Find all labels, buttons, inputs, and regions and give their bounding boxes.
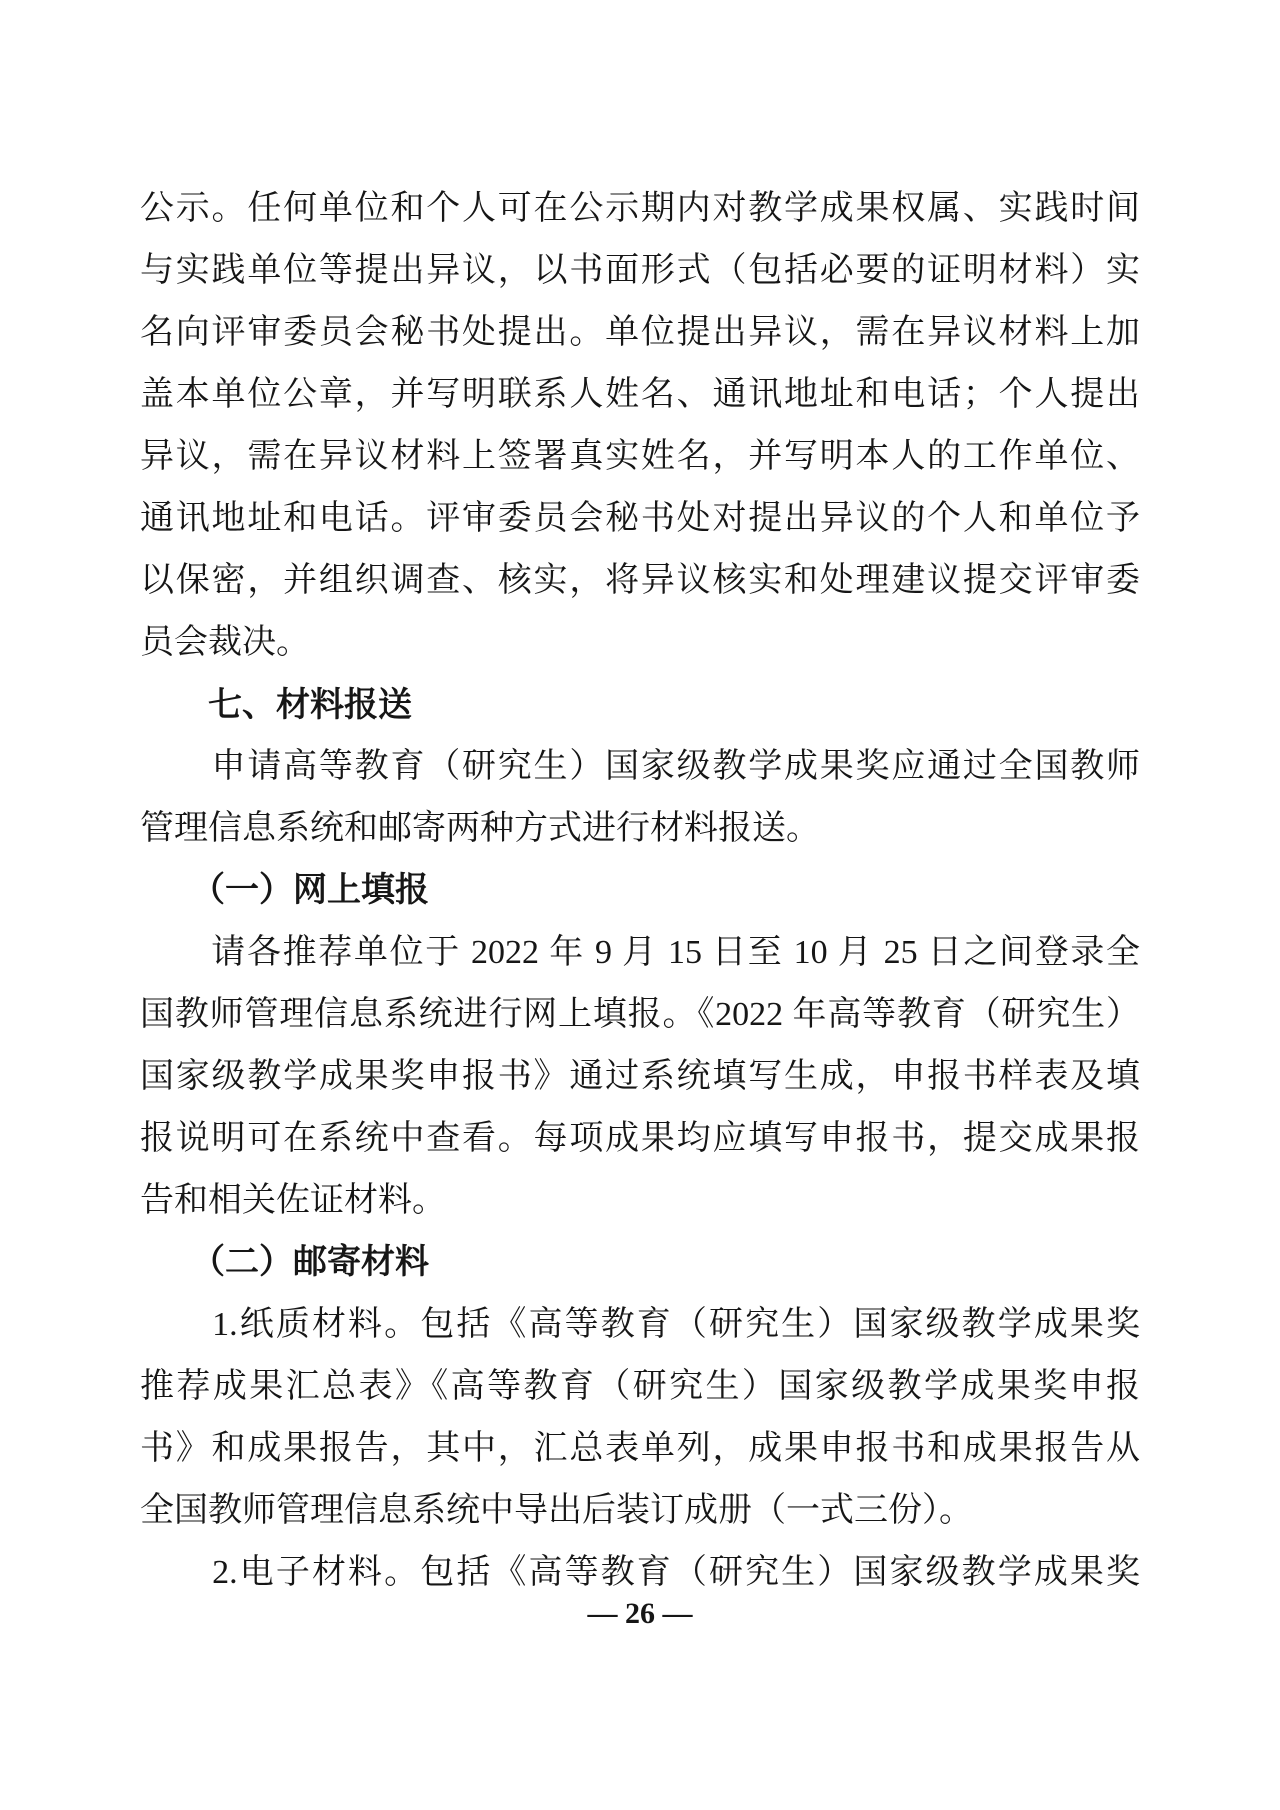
document-line-2: 与实践单位等提出异议，以书面形式（包括必要的证明材料）实	[140, 252, 1140, 289]
document-line-15: 国家级教学成果奖申报书》通过系统填写生成，申报书样表及填	[140, 1058, 1140, 1095]
document-line-3: 名向评审委员会秘书处提出。单位提出异议，需在异议材料上加	[140, 314, 1140, 351]
document-line-14: 国教师管理信息系统进行网上填报。《2022 年高等教育（研究生）	[140, 996, 1140, 1033]
document-line-13: 请各推荐单位于 2022 年 9 月 15 日至 10 月 25 日之间登录全	[140, 934, 1140, 971]
document-line-5: 异议，需在异议材料上签署真实姓名，并写明本人的工作单位、	[140, 438, 1140, 475]
page-number: — 26 —	[587, 1597, 693, 1630]
document-line-8: 员会裁决。	[140, 624, 310, 661]
document-line-23: 2.电子材料。包括《高等教育（研究生）国家级教学成果奖	[140, 1554, 1140, 1591]
document-line-22: 全国教师管理信息系统中导出后装订成册（一式三份）。	[140, 1492, 973, 1529]
document-line-17: 告和相关佐证材料。	[140, 1182, 446, 1219]
document-line-4: 盖本单位公章，并写明联系人姓名、通讯地址和电话；个人提出	[140, 376, 1140, 413]
document-body	[140, 178, 1140, 1604]
document-line-11: 管理信息系统和邮寄两种方式进行材料报送。	[140, 810, 820, 847]
document-line-1: 公示。任何单位和个人可在公示期内对教学成果权属、实践时间	[140, 190, 1140, 227]
document-line-21: 书》和成果报告，其中，汇总表单列，成果申报书和成果报告从	[140, 1430, 1140, 1467]
document-line-9: 七、材料报送	[140, 686, 412, 724]
document-line-7: 以保密，并组织调查、核实，将异议核实和处理建议提交评审委	[140, 562, 1140, 599]
document-line-20: 推荐成果汇总表》《高等教育（研究生）国家级教学成果奖申报	[140, 1368, 1140, 1405]
document-line-19: 1.纸质材料。包括《高等教育（研究生）国家级教学成果奖	[140, 1306, 1140, 1343]
document-line-18: （二）邮寄材料	[140, 1244, 429, 1281]
document-line-16: 报说明可在系统中查看。每项成果均应填写申报书，提交成果报	[140, 1120, 1140, 1157]
document-line-12: （一）网上填报	[140, 872, 429, 909]
document-line-6: 通讯地址和电话。评审委员会秘书处对提出异议的个人和单位予	[140, 500, 1140, 537]
document-line-10: 申请高等教育（研究生）国家级教学成果奖应通过全国教师	[140, 748, 1140, 785]
